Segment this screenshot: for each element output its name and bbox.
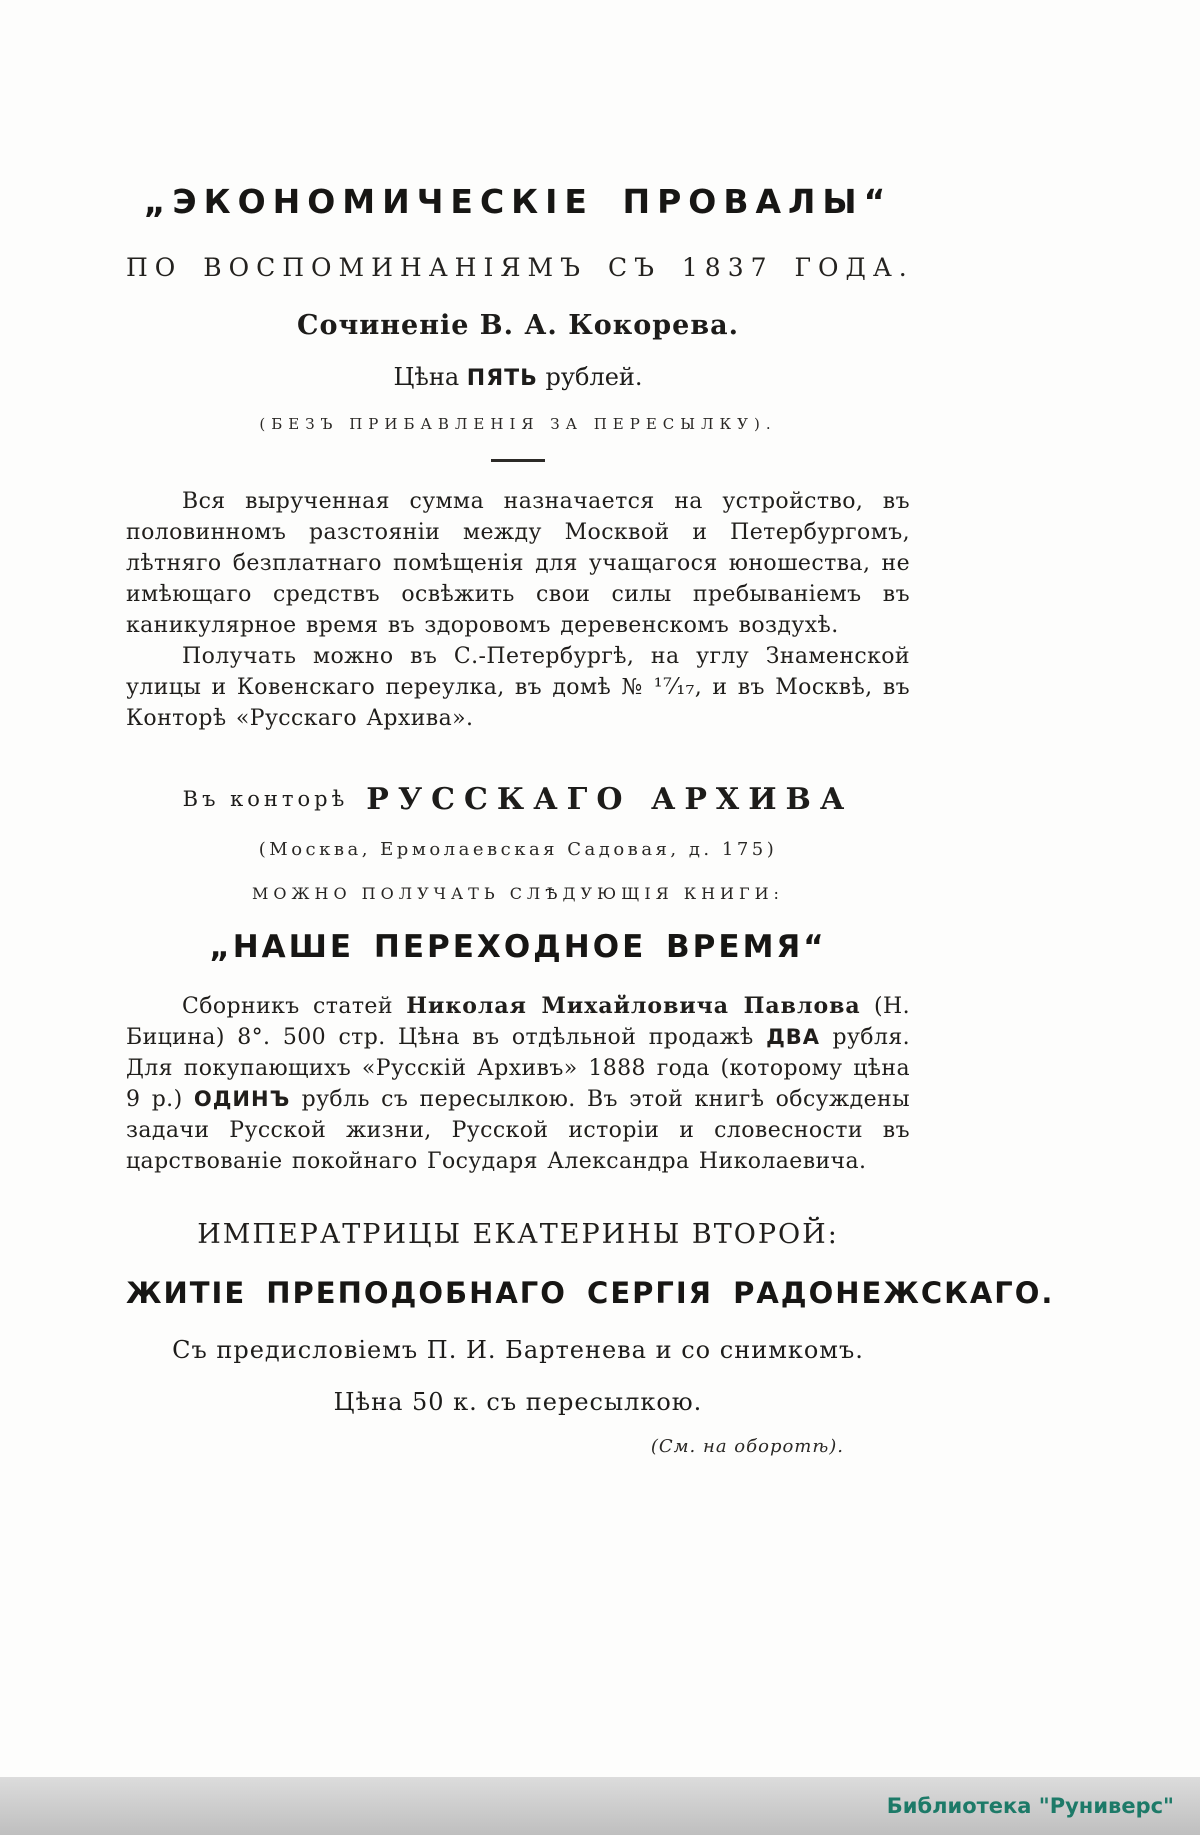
book2-kicker: ИМПЕРАТРИЦЫ ЕКАТЕРИНЫ ВТОРОЙ: — [197, 1219, 839, 1250]
book1-desc-seg5: рубля. Для покупающихъ «Русскій Архивъ» 1888 года (которому цѣна 9 р.) — [126, 1025, 910, 1112]
intro-block — [126, 486, 910, 734]
page-title: „ЭКОНОМИЧЕСКІЕ ПРОВАЛЫ“ — [143, 182, 893, 221]
office-lead: Въ конторѣ — [182, 787, 349, 811]
price-suffix: рублей. — [537, 363, 643, 391]
book1-desc-seg1: Сборникъ статей — [182, 994, 407, 1019]
book2-subtitle: Съ предисловіемъ П. И. Бартенева и со снимкомъ. — [172, 1336, 864, 1364]
office-name: РУССКАГО АРХИВА — [366, 782, 854, 817]
book1-author-name: Николая Михайловича Павлова — [406, 993, 861, 1019]
book1-price-one: ОДИНЪ — [193, 1087, 291, 1111]
price-line — [126, 363, 910, 391]
book1-desc-seg7: рубль съ пересылкою. Въ этой книгѣ обсуждены задачи Русской жизни, Русской исторіи и словесности въ царствованіе покойнаго Государя Александра Николаевича. — [126, 1087, 910, 1174]
book1-description — [126, 991, 910, 1177]
author-line: Сочиненіе В. А. Кокорева. — [296, 310, 740, 341]
book1-title: „НАШЕ ПЕРЕХОДНОЕ ВРЕМЯ“ — [209, 929, 827, 965]
page-content — [126, 0, 1055, 1457]
intro-paragraph-1: Вся вырученная сумма назначается на устройство, въ половинномъ разстояніи между Москвой и Петербургомъ, лѣтняго безплатнаго помѣщенія для учащагося юношества, не имѣющаго средствъ освѣжить свои силы пребываніемъ въ каникулярное время въ здоровомъ деревенскомъ воздухѣ. — [126, 489, 910, 638]
book2-price: Цѣна 50 к. съ пересылкою. — [333, 1388, 703, 1416]
book1-desc-seg3: (Н. Бицина) 8°. 500 стр. Цѣна въ отдѣльной продажѣ — [126, 994, 910, 1050]
page-subtitle: ПО ВОСПОМИНАНІЯМЪ СЪ 1837 ГОДА. — [126, 253, 914, 282]
price-prefix: Цѣна — [393, 363, 467, 391]
book2-title: ЖИТІЕ ПРЕПОДОБНАГО СЕРГІЯ РАДОНЕЖСКАГО. — [126, 1276, 1055, 1310]
shipping-note: (БЕЗЪ ПРИБАВЛЕНІЯ ЗА ПЕРЕСЫЛКУ). — [259, 415, 777, 433]
price-amount: ПЯТЬ — [466, 366, 538, 391]
office-address: (Москва, Ермолаевская Садовая, д. 175) — [258, 839, 778, 860]
office-heading — [126, 782, 910, 817]
intro-paragraph-2: Получать можно въ С.-Петербургѣ, на углу Знаменской улицы и Ковенскаго переулка, въ домѣ № ¹⁷⁄₁₇, и въ Москвѣ, въ Конторѣ «Русскаго Архива». — [126, 644, 910, 731]
book1-description-block — [126, 991, 910, 1177]
see-reverse-note: (См. на оборотѣ). — [650, 1436, 844, 1457]
office-offer: МОЖНО ПОЛУЧАТЬ СЛѢДУЮЩІЯ КНИГИ: — [252, 884, 784, 903]
watermark-label: Библиотека "Руниверс" — [886, 1794, 1174, 1818]
watermark-strip — [0, 1777, 1200, 1835]
divider-rule — [491, 459, 545, 462]
book1-price-two: ДВА — [766, 1025, 821, 1049]
